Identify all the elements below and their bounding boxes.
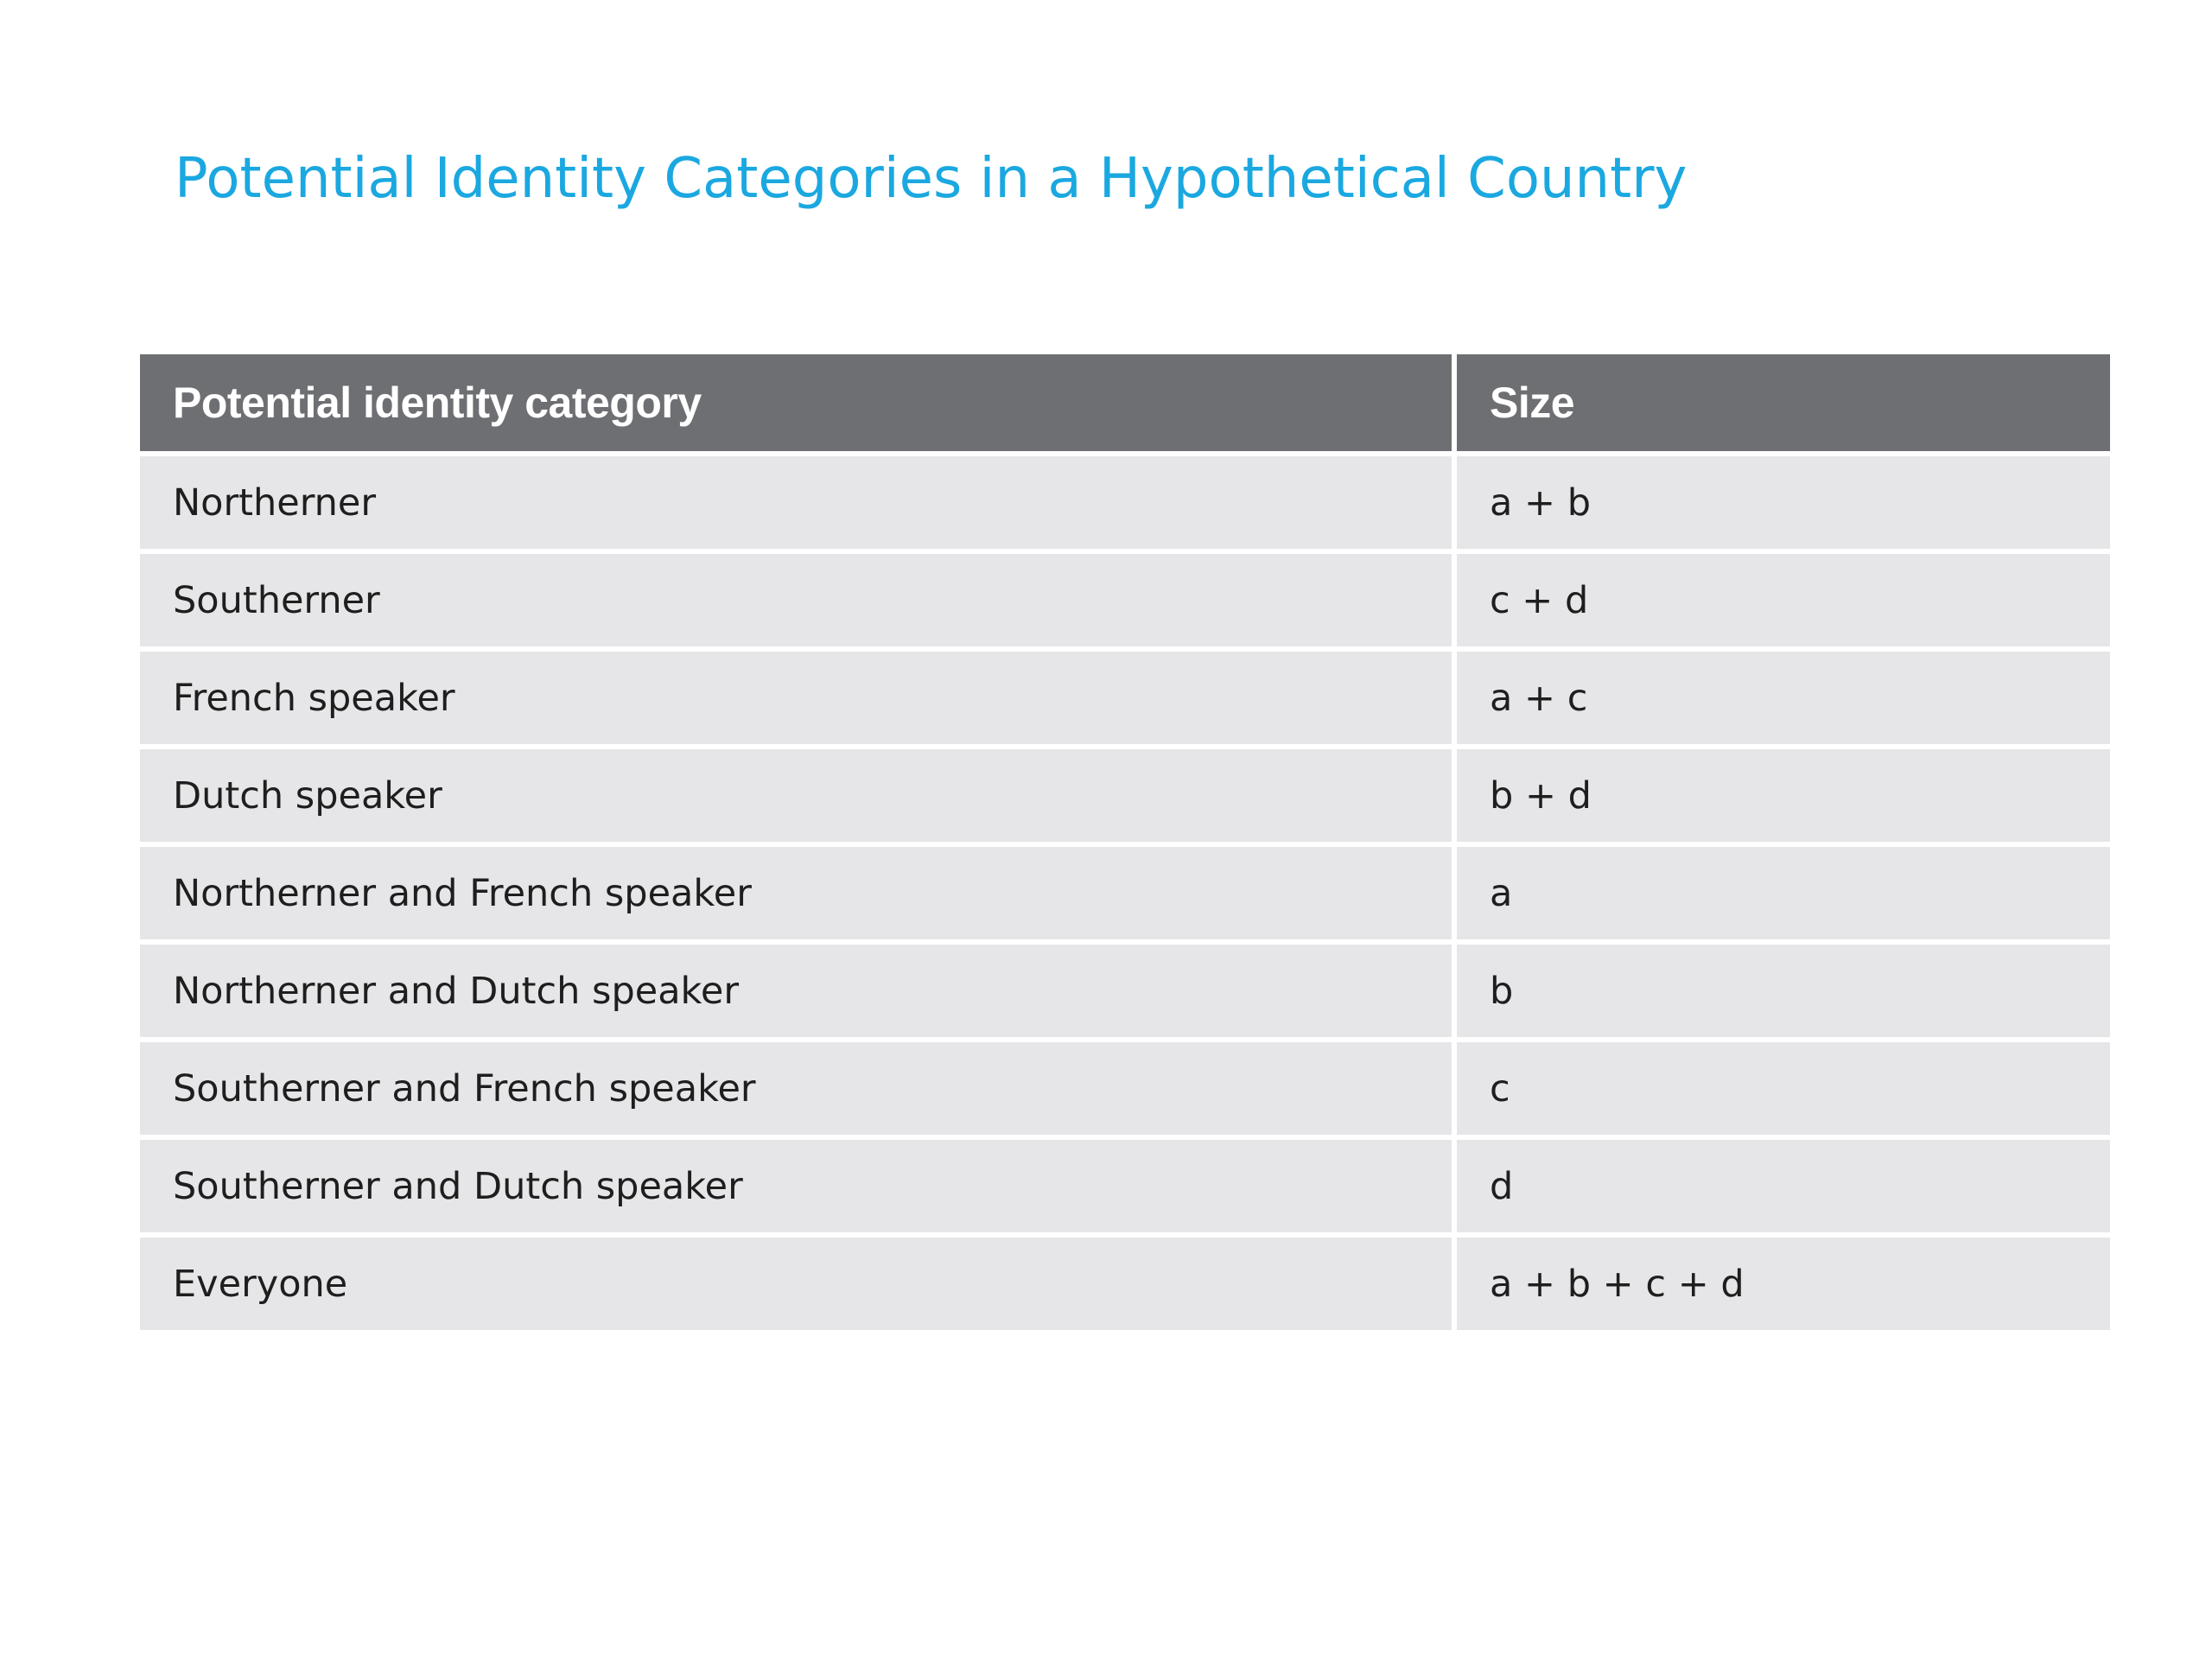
size-cell: b: [1457, 945, 2110, 1042]
table-header-row: [140, 354, 2110, 456]
category-cell: Southerner: [140, 554, 1457, 652]
category-cell: French speaker: [140, 652, 1457, 749]
size-cell: a + c: [1457, 652, 2110, 749]
table-row: [140, 847, 2110, 945]
header-potential-identity-category: Potential identity category: [140, 354, 1457, 456]
table-row: [140, 945, 2110, 1042]
category-cell: Everyone: [140, 1238, 1457, 1330]
size-cell: c: [1457, 1042, 2110, 1140]
table-row: [140, 1042, 2110, 1140]
table-row: [140, 1238, 2110, 1330]
table-row: [140, 1140, 2110, 1238]
category-cell: Southerner and French speaker: [140, 1042, 1457, 1140]
size-cell: b + d: [1457, 749, 2110, 847]
size-cell: d: [1457, 1140, 2110, 1238]
category-cell: Dutch speaker: [140, 749, 1457, 847]
table-row: [140, 652, 2110, 749]
category-cell: Northerner and French speaker: [140, 847, 1457, 945]
identity-category-table: [140, 354, 2110, 1330]
size-cell: c + d: [1457, 554, 2110, 652]
size-cell: a + b: [1457, 456, 2110, 554]
table-row: [140, 456, 2110, 554]
page-title: Potential Identity Categories in a Hypothetical Country: [175, 147, 1688, 211]
category-cell: Northerner: [140, 456, 1457, 554]
category-cell: Northerner and Dutch speaker: [140, 945, 1457, 1042]
table-row: [140, 554, 2110, 652]
table-row: [140, 749, 2110, 847]
size-cell: a: [1457, 847, 2110, 945]
size-cell: a + b + c + d: [1457, 1238, 2110, 1330]
category-cell: Southerner and Dutch speaker: [140, 1140, 1457, 1238]
header-size: Size: [1457, 354, 2110, 456]
